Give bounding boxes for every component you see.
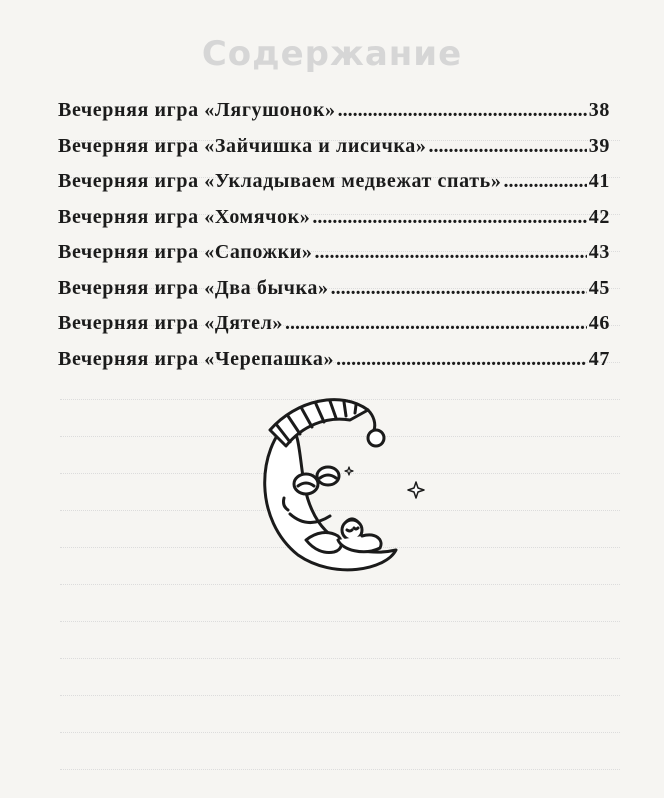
toc-dot-leader: [314, 239, 586, 265]
toc-entry: [58, 97, 610, 133]
table-of-contents: [58, 97, 610, 381]
toc-entry-page: 42: [588, 205, 610, 228]
toc-entry: [58, 168, 610, 204]
toc-entry-title: Вечерняя игра «Лягушонок»: [58, 99, 336, 121]
toc-entry: [58, 204, 610, 240]
toc-dot-leader: [336, 346, 587, 372]
toc-dot-leader: [428, 133, 586, 159]
toc-entry: [58, 239, 610, 275]
sleeping-moon-with-baby-icon: [246, 380, 426, 580]
toc-dot-leader: [312, 204, 586, 230]
toc-entry-title: Вечерняя игра «Дятел»: [58, 312, 283, 334]
toc-entry-page: 38: [588, 99, 610, 121]
toc-entry-page: 43: [588, 241, 610, 263]
toc-entry: [58, 346, 610, 382]
toc-entry-page: 46: [588, 312, 610, 334]
toc-dot-leader: [331, 275, 587, 301]
toc-dot-leader: [338, 97, 587, 123]
toc-entry-title: Вечерняя игра «Хомячок»: [58, 205, 311, 228]
toc-entry-title: Вечерняя игра «Черепашка»: [58, 347, 335, 370]
toc-entry: [58, 275, 610, 311]
toc-entry-title: Вечерняя игра «Укладываем медвежат спать»: [58, 170, 502, 192]
toc-dot-leader: [503, 168, 586, 194]
toc-entry-title: Вечерняя игра «Сапожки»: [58, 241, 313, 263]
toc-entry-page: 47: [588, 347, 610, 370]
toc-dot-leader: [285, 310, 587, 336]
bleed-through-title: Содержание: [201, 34, 463, 74]
toc-entry: [58, 133, 610, 169]
toc-entry-title: Вечерняя игра «Зайчишка и лисичка»: [58, 134, 427, 157]
toc-entry-page: 45: [588, 276, 610, 299]
toc-entry-page: 39: [588, 134, 610, 157]
toc-entry-page: 41: [588, 170, 610, 192]
toc-entry: [58, 310, 610, 346]
toc-entry-title: Вечерняя игра «Два бычка»: [58, 276, 329, 299]
